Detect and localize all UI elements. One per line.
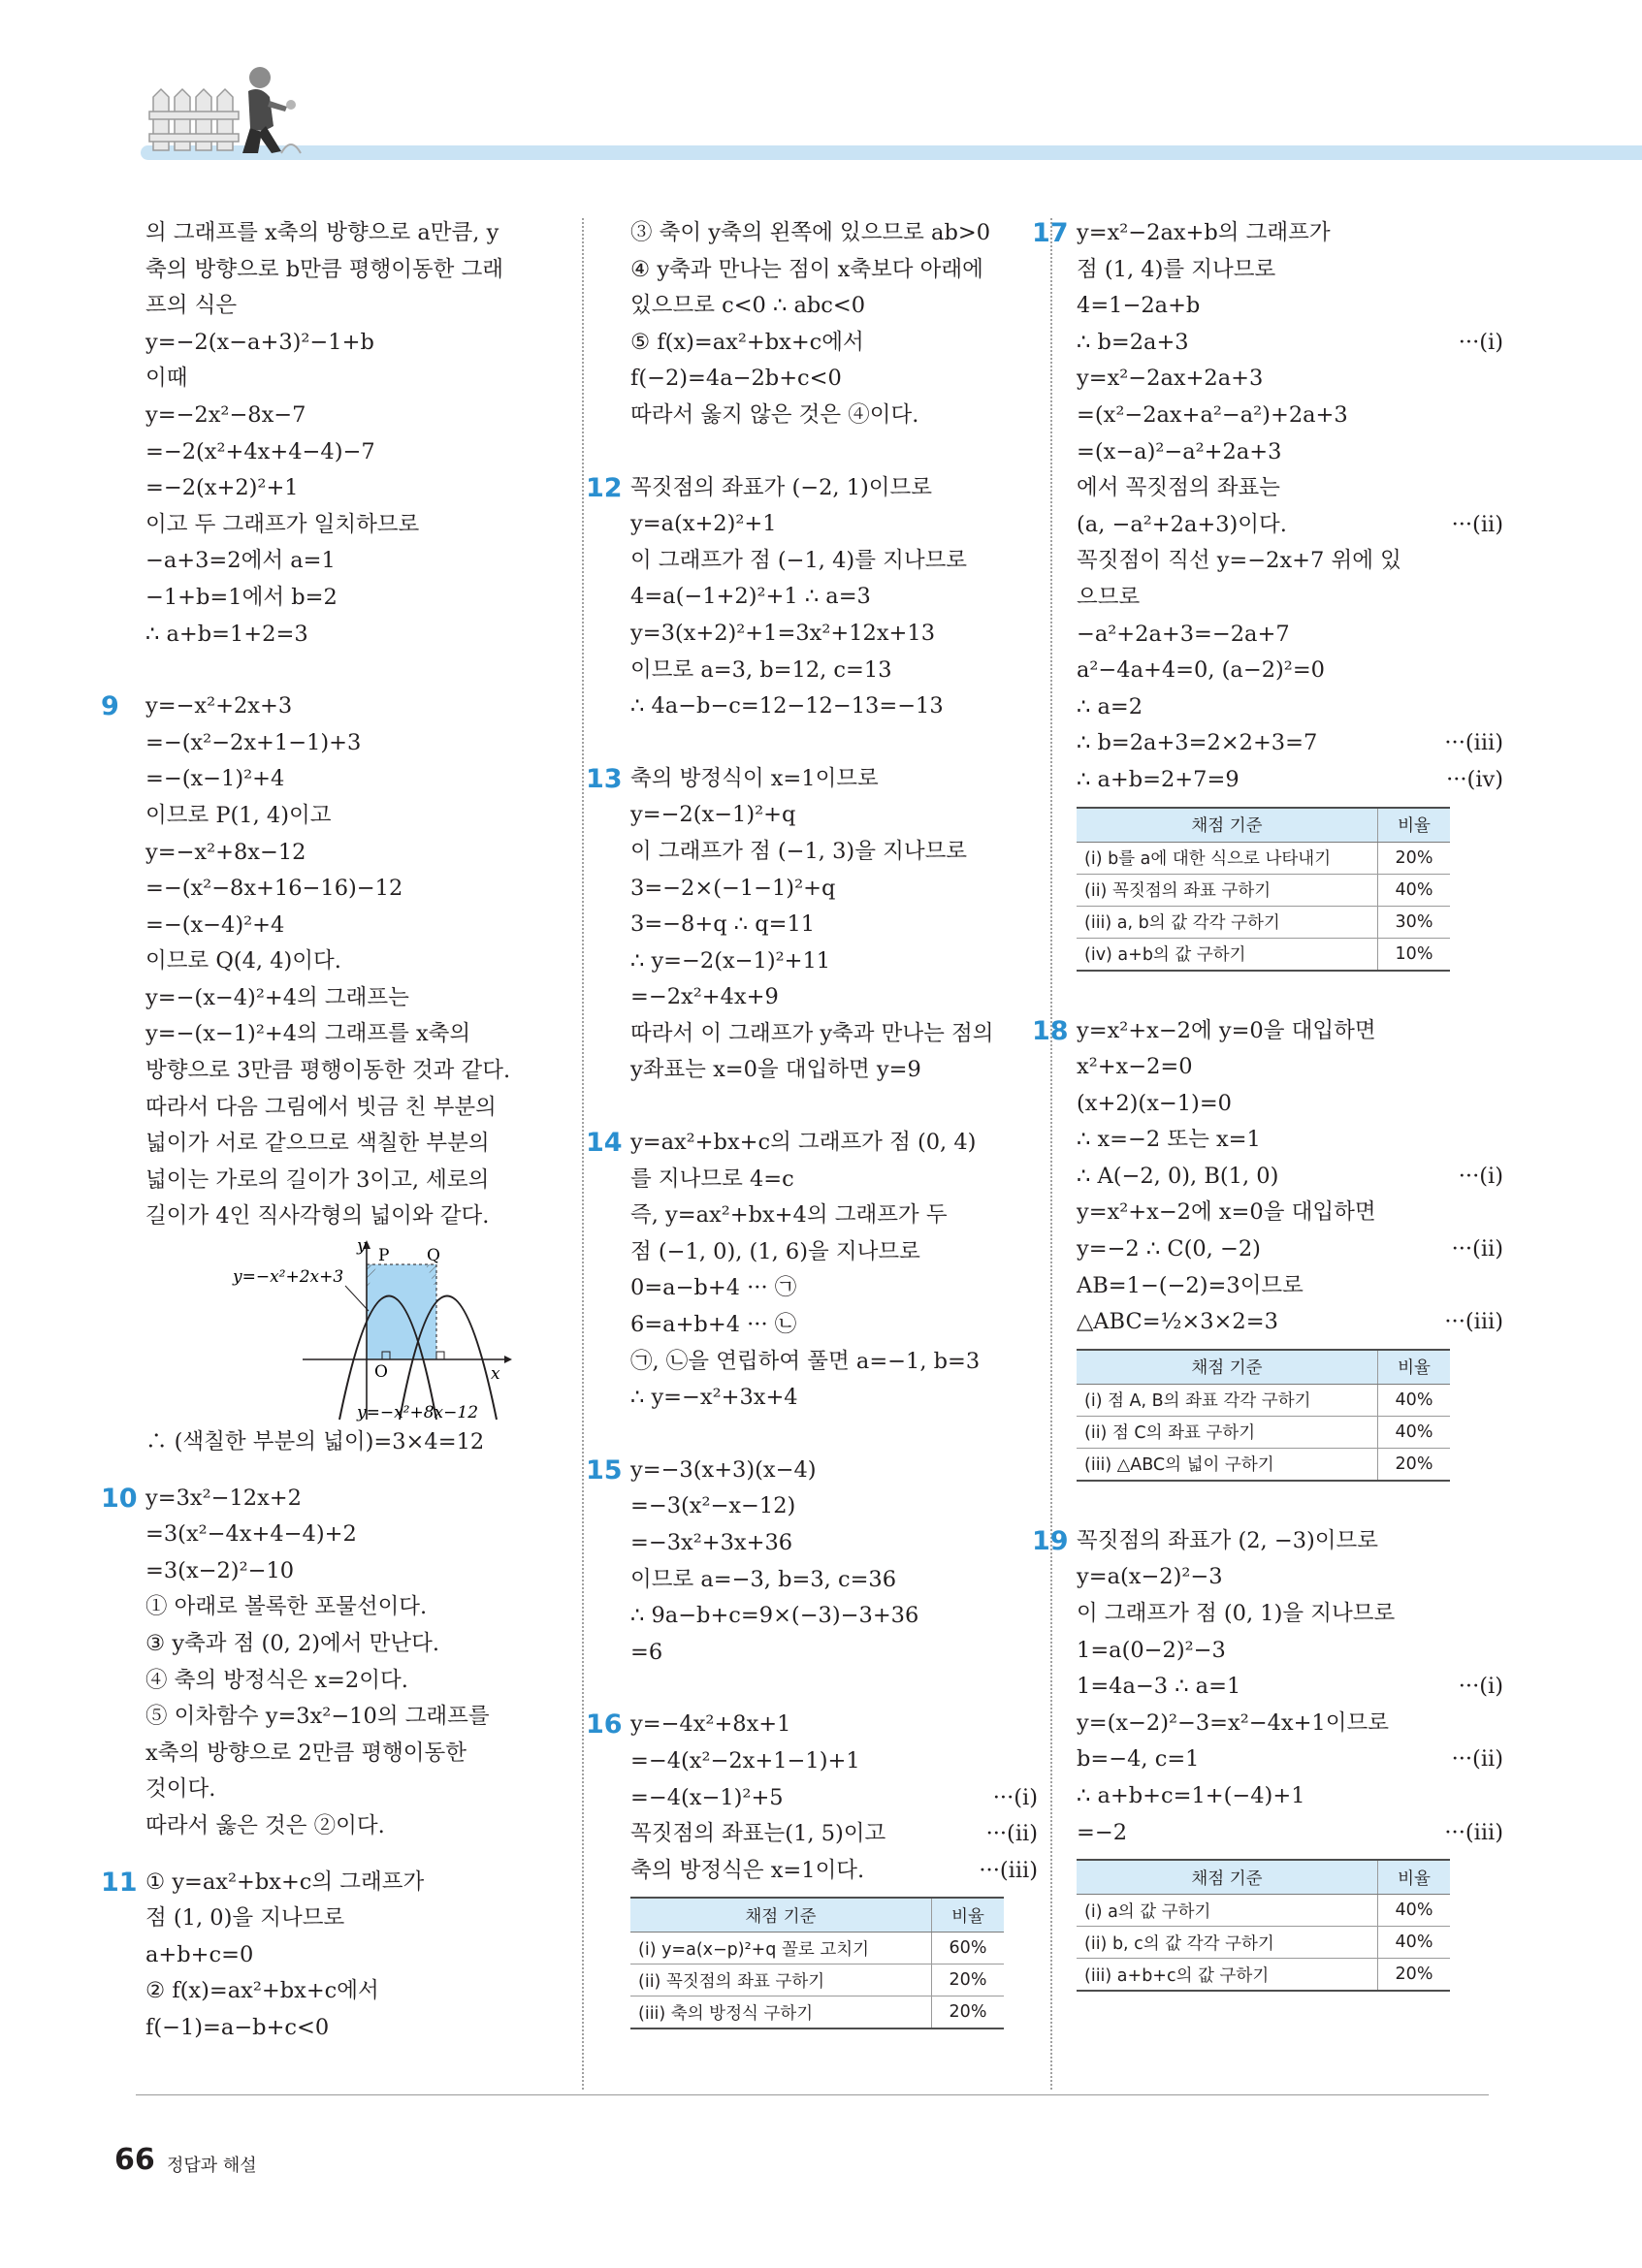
problem-17 [1032, 215, 1503, 972]
text-line: 프의 식은 [145, 293, 238, 319]
header-bar [141, 145, 1642, 160]
graph-point-q: Q [427, 1246, 440, 1266]
column-2 [586, 215, 1038, 2035]
line-text: ∴ b=2a+3=2×2+3=7 [1077, 730, 1318, 756]
text-line: 이 그래프가 점 (−1, 3)을 지나므로 [630, 838, 968, 864]
table-row [1077, 874, 1450, 906]
line-text: 꼭짓점의 좌표는(1, 5)이고 [630, 1821, 886, 1847]
text-line: 방향으로 3만큼 평행이동한 것과 같다. [145, 1058, 511, 1084]
text-line: y=−2(x−1)²+q [630, 802, 796, 828]
text-line [1077, 1231, 1503, 1268]
criteria-cell: (iii) a, b의 값 각각 구하기 [1077, 906, 1378, 938]
column-1 [101, 215, 553, 2047]
text-line: 넓이가 서로 같으므로 색칠한 부분의 [145, 1131, 490, 1157]
text-line: 를 지나므로 4=c [630, 1166, 794, 1192]
line-text: y=−2 ∴ C(0, −2) [1077, 1236, 1261, 1262]
line-text: (x+2)(x−1)=0 [1077, 1090, 1232, 1116]
text-line [1077, 507, 1503, 544]
line-text: ∴ A(−2, 0), B(1, 0) [1077, 1163, 1279, 1189]
table-row [1077, 1895, 1450, 1927]
text-line: 이때 [145, 366, 188, 392]
step-marker: ···(i) [992, 1784, 1038, 1810]
table-header-ratio: 비율 [1378, 1860, 1451, 1895]
line-text: −a²+2a+3=−2a+7 [1077, 621, 1290, 647]
text-line: ∴ y=−x²+3x+4 [630, 1385, 798, 1411]
criteria-cell: (i) a의 값 구하기 [1077, 1895, 1378, 1927]
scoring-table-18 [1077, 1349, 1450, 1482]
text-line: −1+b=1에서 b=2 [145, 584, 338, 610]
text-line: 점 (−1, 0), (1, 6)을 지나므로 [630, 1238, 920, 1264]
text-line: 이고 두 그래프가 일치하므로 [145, 511, 420, 537]
line-text: y=x²+x−2에 y=0을 대입하면 [1077, 1017, 1376, 1043]
text-line [1077, 1049, 1503, 1086]
table-row [1077, 906, 1450, 938]
text-line: =−2(x+2)²+1 [145, 475, 299, 501]
page-number: 66 [114, 2143, 155, 2177]
problem-number: 12 [586, 472, 623, 503]
text-line: 6=a+b+4 ··· ㉡ [630, 1312, 797, 1338]
problem-number: 10 [101, 1483, 138, 1514]
problem-15 [586, 1453, 1038, 1672]
ratio-cell: 20% [1378, 1959, 1451, 1992]
text-line: ⑤ 이차함수 y=3x²−10의 그래프를 [145, 1704, 490, 1730]
column-3 [1032, 215, 1503, 1997]
line-text: y=−4x²+8x+1 [630, 1711, 791, 1738]
step-marker: ···(iii) [1444, 730, 1503, 756]
ratio-cell: 40% [1378, 1895, 1451, 1927]
text-line [1077, 1159, 1503, 1196]
text-line: =−3x²+3x+36 [630, 1530, 793, 1555]
scoring-table-19 [1077, 1859, 1450, 1992]
text-line: y=−x²+8x−12 [145, 839, 306, 865]
ratio-cell: 20% [932, 1996, 1005, 2029]
text-line: y=−(x−4)²+4의 그래프는 [145, 984, 409, 1010]
problem-number: 18 [1032, 1015, 1069, 1046]
footer-divider [136, 2094, 1489, 2095]
problem-16 [586, 1707, 1038, 2029]
text-line [1077, 762, 1503, 799]
problem-10 [101, 1481, 553, 1845]
text-line [1077, 288, 1503, 325]
text-line [1077, 1559, 1503, 1596]
table-header-criteria: 채점 기준 [1077, 1860, 1378, 1895]
line-text: =−4(x−1)²+5 [630, 1784, 784, 1810]
line-text: =−2 [1077, 1819, 1128, 1845]
text-line: ∴ 4a−b−c=12−12−13=−13 [630, 693, 944, 719]
problem-12 [586, 470, 1038, 725]
problem-11 [101, 1865, 553, 2047]
line-text: =(x−a)²−a²+2a+3 [1077, 438, 1282, 464]
text-line [630, 1853, 1038, 1890]
text-line [1077, 1086, 1503, 1123]
table-header-ratio: 비율 [932, 1898, 1005, 1933]
text-line [1077, 1013, 1503, 1050]
problem-19 [1032, 1523, 1503, 1992]
criteria-cell: (ii) b, c의 값 각각 구하기 [1077, 1927, 1378, 1959]
parabola-figure [145, 1235, 553, 1424]
problem-number: 15 [586, 1454, 623, 1485]
table-row [1077, 842, 1450, 874]
text-line [1077, 1706, 1503, 1742]
problem-number: 13 [586, 763, 623, 794]
line-text: b=−4, c=1 [1077, 1746, 1200, 1773]
text-line [1077, 1523, 1503, 1560]
text-line [1077, 653, 1503, 689]
text-line [1077, 1815, 1503, 1852]
text-line: 이므로 a=−3, b=3, c=36 [630, 1566, 897, 1592]
ratio-cell: 40% [1378, 874, 1451, 906]
problem-9 [101, 688, 553, 1461]
table-header-ratio: 비율 [1378, 1350, 1451, 1385]
text-line: y=−2(x−a+3)²−1+b [145, 329, 374, 355]
text-line: y좌표는 x=0을 대입하면 y=9 [630, 1057, 921, 1083]
scoring-table-17 [1077, 807, 1450, 972]
text-line [630, 1707, 1038, 1743]
table-row [1077, 1384, 1450, 1416]
step-marker: ···(iii) [1444, 1819, 1503, 1845]
text-line: 의 그래프를 x축의 방향으로 a만큼, y [145, 220, 499, 245]
text-line: y=a(x+2)²+1 [630, 511, 777, 537]
line-text: a²−4a+4=0, (a−2)²=0 [1077, 657, 1325, 684]
text-line: ① 아래로 볼록한 포물선이다. [145, 1594, 428, 1620]
text-line: y=−3(x+3)(x−4) [630, 1456, 817, 1483]
line-text: 4=1−2a+b [1077, 293, 1201, 319]
text-line: 이므로 P(1, 4)이고 [145, 802, 332, 828]
text-line: 따라서 옳지 않은 것은 ④이다. [630, 401, 919, 428]
ratio-cell: 20% [1378, 842, 1451, 874]
step-marker: ···(ii) [1451, 511, 1503, 537]
text-line [1077, 1268, 1503, 1305]
line-text: 꼭짓점의 좌표가 (2, −3)이므로 [1077, 1527, 1378, 1553]
step-marker: ···(ii) [1451, 1236, 1503, 1262]
criteria-cell: (i) y=a(x−p)²+q 꼴로 고치기 [630, 1933, 932, 1965]
text-line [1077, 1669, 1503, 1706]
text-line: =−(x−1)²+4 [145, 766, 285, 792]
graph-label-f1: y=−x²+2x+3 [233, 1267, 344, 1288]
text-line: y=3x²−12x+2 [145, 1485, 302, 1511]
step-marker: ···(iii) [1444, 1309, 1503, 1335]
text-line: ∴ y=−2(x−1)²+11 [630, 947, 831, 974]
line-text: 1=4a−3 ∴ a=1 [1077, 1674, 1241, 1700]
line-text: 점 (1, 4)를 지나므로 [1077, 256, 1276, 282]
step-marker: ···(iii) [979, 1857, 1038, 1883]
graph-point-p: P [378, 1246, 390, 1266]
text-line: 3=−8+q ∴ q=11 [630, 911, 816, 938]
ratio-cell: 60% [932, 1933, 1005, 1965]
table-row [1077, 1416, 1450, 1448]
table-row [1077, 938, 1450, 971]
text-line: ⑤ f(x)=ax²+bx+c에서 [630, 329, 864, 355]
criteria-cell: (iii) △ABC의 넓이 구하기 [1077, 1448, 1378, 1481]
parabola-graph [145, 1235, 553, 1424]
step-marker: ···(i) [1458, 1163, 1503, 1189]
text-line [1077, 1122, 1503, 1159]
text-line [630, 1780, 1038, 1817]
step-marker: ···(i) [1458, 1674, 1503, 1700]
text-line: ③ 축이 y축의 왼쪽에 있으므로 ab>0 [630, 220, 991, 245]
text-line: =−2(x²+4x+4−4)−7 [145, 438, 375, 464]
text-line: f(−2)=4a−2b+c<0 [630, 366, 842, 392]
text-line: =3(x−2)²−10 [145, 1557, 295, 1583]
step-marker: ···(ii) [985, 1821, 1038, 1847]
problem-14 [586, 1125, 1038, 1417]
ratio-cell: 40% [1378, 1927, 1451, 1959]
problem-number: 19 [1032, 1525, 1069, 1556]
text-line: =6 [630, 1639, 663, 1665]
line-text: 축의 방정식은 x=1이다. [630, 1857, 865, 1883]
line-text: 1=a(0−2)²−3 [1077, 1637, 1226, 1663]
line-text: x²+x−2=0 [1077, 1054, 1193, 1080]
text-line: 4=a(−1+2)²+1 ∴ a=3 [630, 584, 871, 610]
text-line [630, 1816, 1038, 1853]
line-text: 이 그래프가 점 (0, 1)을 지나므로 [1077, 1601, 1396, 1627]
text-line [1077, 1778, 1503, 1815]
step-marker: ···(ii) [1451, 1746, 1503, 1773]
text-line: ∴ (색칠한 부분의 넓이)=3×4=12 [145, 1429, 485, 1455]
text-line: 이 그래프가 점 (−1, 4)를 지나므로 [630, 547, 968, 573]
line-text: y=(x−2)²−3=x²−4x+1이므로 [1077, 1709, 1389, 1736]
line-text: =−4(x²−2x+1−1)+1 [630, 1747, 860, 1773]
graph-y-label: y [357, 1236, 367, 1257]
table-row [1077, 1448, 1450, 1481]
text-line: =−(x²−8x+16−16)−12 [145, 876, 403, 902]
line-text: ∴ x=−2 또는 x=1 [1077, 1127, 1261, 1153]
text-line: y=ax²+bx+c의 그래프가 점 (0, 4) [630, 1130, 977, 1156]
line-text: 으므로 [1077, 584, 1141, 610]
text-line: ㉠, ㉡을 연립하여 풀면 a=−1, b=3 [630, 1348, 981, 1374]
problem-18 [1032, 1013, 1503, 1482]
text-line: ④ 축의 방정식은 x=2이다. [145, 1667, 408, 1693]
footer-title: 정답과 해설 [167, 2156, 257, 2176]
text-line [1077, 361, 1503, 398]
text-line: f(−1)=a−b+c<0 [145, 2014, 330, 2040]
text-line: 이므로 a=3, b=12, c=13 [630, 656, 892, 683]
shaded-rectangle [367, 1264, 436, 1359]
text-line: 것이다. [145, 1776, 216, 1803]
text-line: 이므로 Q(4, 4)이다. [145, 948, 341, 974]
table-row [1077, 1927, 1450, 1959]
line-text: ∴ a+b+c=1+(−4)+1 [1077, 1783, 1305, 1808]
criteria-cell: (iv) a+b의 값 구하기 [1077, 938, 1378, 971]
problem-number: 9 [101, 691, 119, 722]
text-line [1077, 1304, 1503, 1341]
ratio-cell: 40% [1378, 1416, 1451, 1448]
text-line: y=−(x−1)²+4의 그래프를 x축의 [145, 1021, 471, 1047]
criteria-cell: (i) 점 A, B의 좌표 각각 구하기 [1077, 1384, 1378, 1416]
text-line: =3(x²−4x+4−4)+2 [145, 1521, 357, 1548]
criteria-cell: (ii) 꼭짓점의 좌표 구하기 [630, 1965, 932, 1996]
table-header-criteria: 채점 기준 [1077, 808, 1378, 843]
text-line [1077, 470, 1503, 507]
column-divider-1 [582, 218, 584, 2090]
criteria-cell: (ii) 꼭짓점의 좌표 구하기 [1077, 874, 1378, 906]
ratio-cell: 20% [1378, 1448, 1451, 1481]
graph-origin-label: O [374, 1362, 388, 1383]
graph-label-f2: y=−x²+8x−12 [357, 1403, 479, 1423]
text-line: =−2x²+4x+9 [630, 984, 779, 1010]
criteria-cell: (iii) 축의 방정식 구하기 [630, 1996, 932, 2029]
text-line: =−(x²−2x+1−1)+3 [145, 729, 362, 755]
text-line: ① y=ax²+bx+c의 그래프가 [145, 1869, 425, 1895]
line-text: ∴ a=2 [1077, 693, 1143, 719]
line-text: 에서 꼭짓점의 좌표는 [1077, 475, 1280, 501]
text-line: 길이가 4인 직사각형의 넓이와 같다. [145, 1203, 490, 1230]
text-line: 점 (1, 0)을 지나므로 [145, 1905, 345, 1932]
text-line: ∴ a+b=1+2=3 [145, 621, 308, 647]
ratio-cell: 30% [1378, 906, 1451, 938]
line-text: =(x²−2ax+a²−a²)+2a+3 [1077, 401, 1348, 428]
text-line: −a+3=2에서 a=1 [145, 548, 336, 574]
line-text: ∴ a+b=2+7=9 [1077, 766, 1240, 792]
step-marker: ···(iv) [1446, 766, 1503, 792]
line-text: △ABC=½×3×2=3 [1077, 1309, 1278, 1335]
text-line [1077, 617, 1503, 654]
problem-number: 11 [101, 1867, 138, 1898]
line-text: y=x²−2ax+2a+3 [1077, 366, 1264, 392]
text-line [1077, 252, 1503, 289]
table-row [1077, 1959, 1450, 1992]
text-line: 꼭짓점의 좌표가 (−2, 1)이므로 [630, 474, 932, 500]
line-text: AB=1−(−2)=3이므로 [1077, 1272, 1304, 1298]
text-line [1077, 1195, 1503, 1231]
text-line [1077, 543, 1503, 580]
column-divider-2 [1050, 218, 1052, 2090]
scoring-table-16 [630, 1897, 1004, 2029]
text-line: ∴ 9a−b+c=9×(−3)−3+36 [630, 1603, 919, 1629]
table-row [630, 1996, 1004, 2029]
text-line: 따라서 옳은 것은 ②이다. [145, 1812, 385, 1838]
gardener-illustration [145, 58, 310, 165]
text-line [1077, 689, 1503, 726]
table-row [630, 1965, 1004, 1996]
text-line [1077, 1741, 1503, 1778]
text-line [1077, 1596, 1503, 1633]
criteria-cell: (i) b를 a에 대한 식으로 나타내기 [1077, 842, 1378, 874]
text-line: 있으므로 c<0 ∴ abc<0 [630, 293, 866, 319]
text-line: =−(x−4)²+4 [145, 911, 285, 938]
text-line: 따라서 다음 그림에서 빗금 친 부분의 [145, 1094, 497, 1120]
ratio-cell: 20% [932, 1965, 1005, 1996]
text-line [1077, 1633, 1503, 1670]
table-header-criteria: 채점 기준 [1077, 1350, 1378, 1385]
text-line [1077, 325, 1503, 362]
text-line [1077, 725, 1503, 762]
problem-number: 14 [586, 1128, 623, 1159]
text-line: y=−x²+2x+3 [145, 693, 293, 719]
text-line [1077, 434, 1503, 471]
ratio-cell: 40% [1378, 1384, 1451, 1416]
criteria-cell: (ii) 점 C의 좌표 구하기 [1077, 1416, 1378, 1448]
line-text: y=a(x−2)²−3 [1077, 1564, 1223, 1590]
line-text: y=x²−2ax+b의 그래프가 [1077, 220, 1331, 245]
line-text: 꼭짓점이 직선 y=−2x+7 위에 있 [1077, 548, 1401, 574]
text-line: 축의 방정식이 x=1이므로 [630, 765, 879, 791]
problem-number: 16 [586, 1709, 623, 1741]
text-line [630, 1743, 1038, 1780]
text-line [1077, 215, 1503, 252]
text-line: a+b+c=0 [145, 1941, 254, 1967]
line-text: ∴ b=2a+3 [1077, 329, 1189, 355]
ratio-cell: 10% [1378, 938, 1451, 971]
table-row [630, 1933, 1004, 1965]
line-text: y=x²+x−2에 x=0을 대입하면 [1077, 1199, 1376, 1226]
criteria-cell: (iii) a+b+c의 값 구하기 [1077, 1959, 1378, 1992]
text-line: ② f(x)=ax²+bx+c에서 [145, 1978, 379, 2004]
text-line: 따라서 이 그래프가 y축과 만나는 점의 [630, 1020, 994, 1046]
line-text: (a, −a²+2a+3)이다. [1077, 511, 1287, 537]
text-line [1077, 580, 1503, 617]
text-line: 즉, y=ax²+bx+4의 그래프가 두 [630, 1202, 948, 1229]
text-line [1077, 398, 1503, 434]
text-line: y=−2x²−8x−7 [145, 401, 306, 428]
text-line: ④ y축과 만나는 점이 x축보다 아래에 [630, 256, 983, 282]
text-line: y=3(x+2)²+1=3x²+12x+13 [630, 620, 936, 646]
text-line: 넓이는 가로의 길이가 3이고, 세로의 [145, 1166, 490, 1193]
table-header-criteria: 채점 기준 [630, 1898, 932, 1933]
text-line: 축의 방향으로 b만큼 평행이동한 그래 [145, 256, 504, 282]
graph-x-label: x [491, 1364, 500, 1385]
text-line: x축의 방향으로 2만큼 평행이동한 [145, 1740, 467, 1766]
text-line: =−3(x²−x−12) [630, 1493, 796, 1519]
step-marker: ···(i) [1458, 329, 1503, 355]
problem-13 [586, 761, 1038, 1089]
problem-number: 17 [1032, 218, 1069, 248]
text-line: 3=−2×(−1−1)²+q [630, 875, 836, 901]
table-header-ratio: 비율 [1378, 808, 1451, 843]
text-line: 0=a−b+4 ··· ㉠ [630, 1275, 797, 1301]
text-line: ③ y축과 점 (0, 2)에서 만난다. [145, 1631, 440, 1656]
